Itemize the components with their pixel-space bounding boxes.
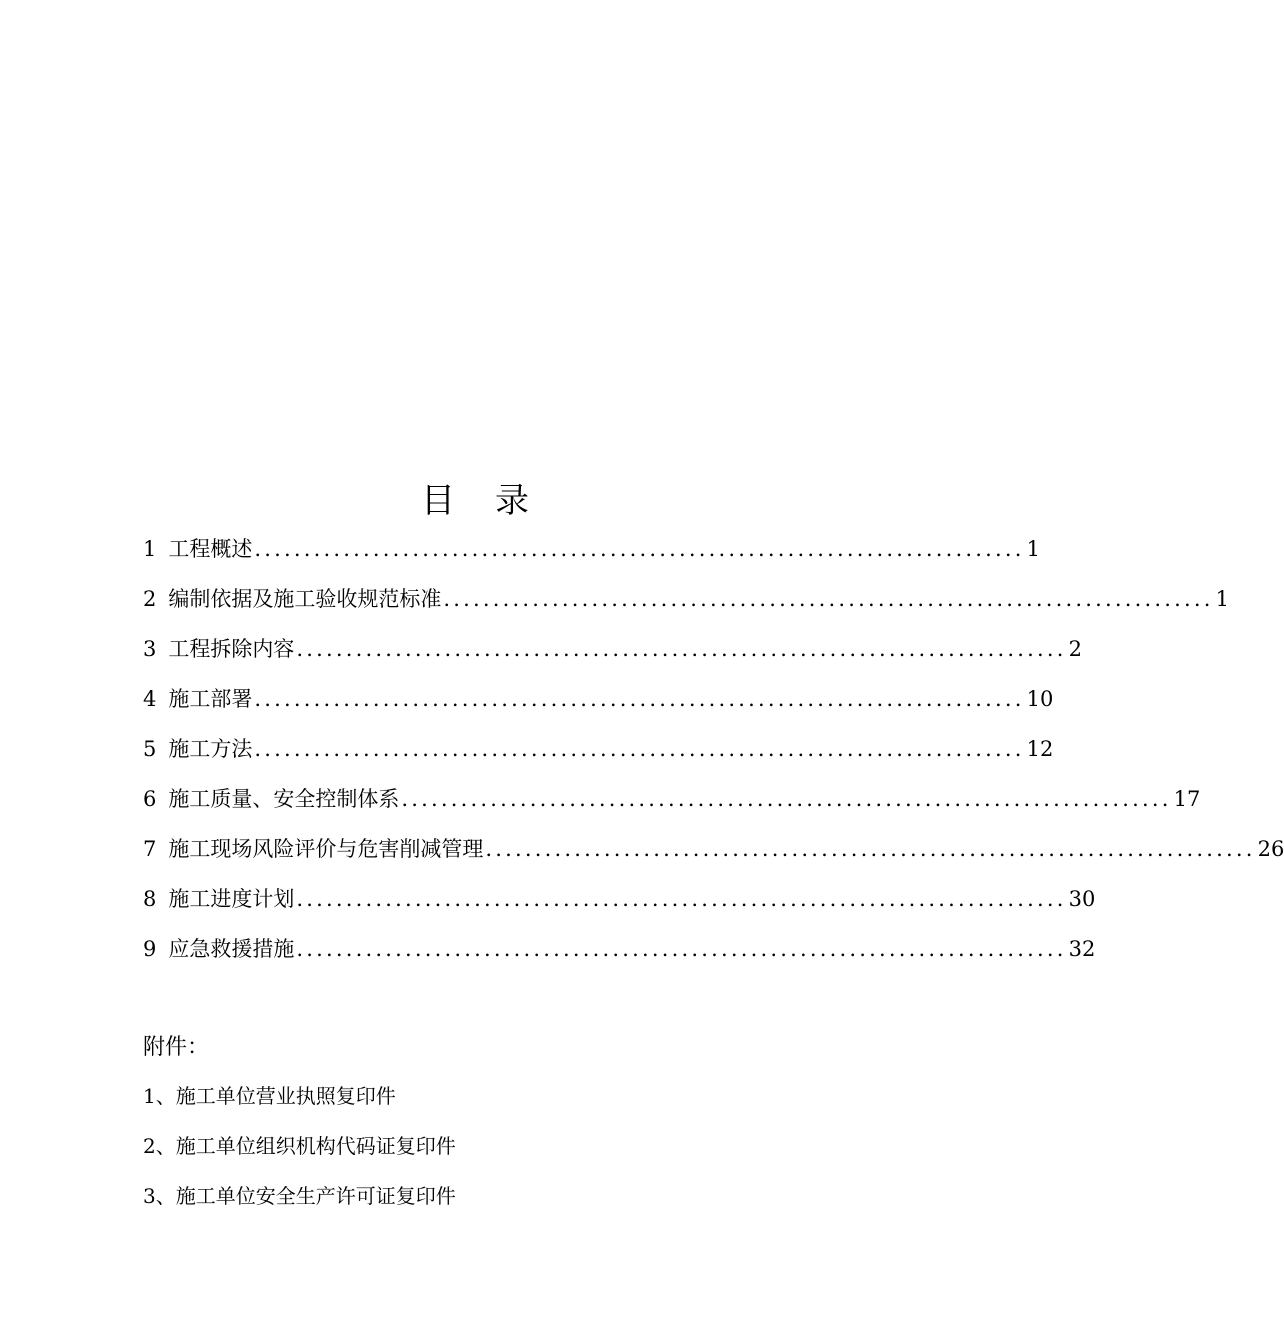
attachments-list <box>143 1078 456 1228</box>
toc-entry-page: 2 <box>1068 637 1083 661</box>
toc-entry[interactable] <box>143 876 1096 926</box>
toc-entry[interactable] <box>143 626 1083 676</box>
attachment-item: 2、施工单位组织机构代码证复印件 <box>143 1134 456 1158</box>
toc-entry-title: 施工方法 <box>168 737 253 761</box>
toc-entry[interactable] <box>143 726 1054 776</box>
toc-leader-dots: .............................................................................. <box>254 737 1025 761</box>
toc-entry-page: 10 <box>1026 687 1054 711</box>
toc-leader-dots: .............................................................................. <box>296 937 1067 961</box>
toc-entry-title: 工程拆除内容 <box>168 637 295 661</box>
toc-leader-dots: .............................................................................. <box>254 687 1025 711</box>
toc-entry-number: 3 <box>143 637 157 661</box>
attachments-heading: 附件： <box>143 1035 210 1060</box>
toc-leader-dots: .............................................................................. <box>401 787 1172 811</box>
toc-leader-dots: .............................................................................. <box>254 537 1025 561</box>
table-of-contents <box>143 526 1284 976</box>
title-char-1: 目 <box>421 481 455 521</box>
toc-leader-dots: .............................................................................. <box>296 887 1067 911</box>
toc-leader-dots: .............................................................................. <box>485 837 1256 861</box>
toc-entry-title: 工程概述 <box>168 537 253 561</box>
toc-entry-page: 1 <box>1026 537 1041 561</box>
toc-entry[interactable] <box>143 926 1096 976</box>
toc-leader-dots: .............................................................................. <box>443 587 1214 611</box>
title-char-2: 录 <box>495 481 529 521</box>
toc-entry[interactable] <box>143 826 1284 876</box>
toc-entry-page: 30 <box>1068 887 1096 911</box>
toc-entry-title: 施工现场风险评价与危害削减管理 <box>168 837 484 861</box>
toc-entry-title: 编制依据及施工验收规范标准 <box>168 587 442 611</box>
toc-entry-number: 5 <box>143 737 157 761</box>
toc-entry[interactable] <box>143 526 1041 576</box>
page-title <box>0 478 950 524</box>
toc-entry-number: 8 <box>143 887 157 911</box>
toc-entry[interactable] <box>143 676 1054 726</box>
toc-entry-number: 7 <box>143 837 157 861</box>
toc-entry-page: 26 <box>1257 837 1284 861</box>
toc-entry-number: 9 <box>143 937 157 961</box>
toc-entry[interactable] <box>143 576 1230 626</box>
toc-entry-number: 6 <box>143 787 157 811</box>
toc-entry-page: 1 <box>1215 587 1230 611</box>
toc-entry-page: 17 <box>1173 787 1201 811</box>
toc-entry[interactable] <box>143 776 1201 826</box>
attachment-item: 1、施工单位营业执照复印件 <box>143 1084 396 1108</box>
toc-leader-dots: .............................................................................. <box>296 637 1067 661</box>
toc-entry-title: 应急救援措施 <box>168 937 295 961</box>
toc-entry-title: 施工质量、安全控制体系 <box>168 787 400 811</box>
toc-entry-number: 1 <box>143 537 157 561</box>
attachment-item: 3、施工单位安全生产许可证复印件 <box>143 1184 456 1208</box>
toc-entry-number: 4 <box>143 687 157 711</box>
toc-entry-page: 12 <box>1026 737 1054 761</box>
toc-entry-number: 2 <box>143 587 157 611</box>
toc-entry-title: 施工进度计划 <box>168 887 295 911</box>
toc-entry-page: 32 <box>1068 937 1096 961</box>
toc-entry-title: 施工部署 <box>168 687 253 711</box>
